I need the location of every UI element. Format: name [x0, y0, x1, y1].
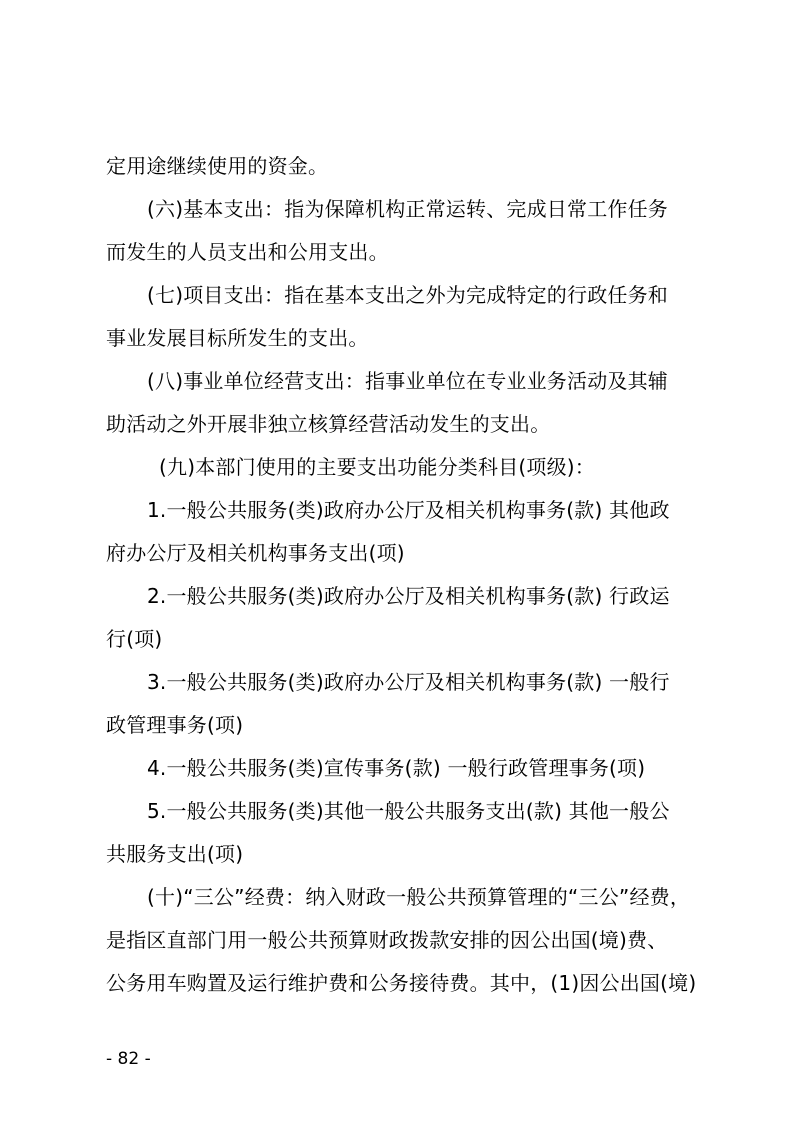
text-line: (九)本部门使用的主要支出功能分类科目(项级)：: [159, 455, 596, 479]
text-line: 助活动之外开展非独立核算经营活动发生的支出。: [106, 412, 551, 436]
text-line: 是指区直部门用一般公共预算财政拨款安排的因公出国(境)费、: [106, 928, 668, 952]
text-line: (七)项目支出：指在基本支出之外为完成特定的行政任务和: [147, 283, 669, 307]
text-line: 5.一般公共服务(类)其他一般公共服务支出(款) 其他一般公: [147, 799, 670, 823]
page-number: - 82 -: [106, 1049, 151, 1069]
text-line: 府办公厅及相关机构事务支出(项): [106, 541, 405, 565]
text-line: 公务用车购置及运行维护费和公务接待费。其中，(1)因公出国(境): [106, 971, 697, 995]
text-line: (六)基本支出：指为保障机构正常运转、完成日常工作任务: [147, 197, 669, 221]
text-line: 行(项): [106, 627, 163, 651]
text-line: 共服务支出(项): [106, 842, 244, 866]
text-line: 4.一般公共服务(类)宣传事务(款) 一般行政管理事务(项): [147, 756, 646, 780]
text-line: 而发生的人员支出和公用支出。: [106, 240, 389, 264]
text-line: 政管理事务(项): [106, 713, 244, 737]
text-line: 事业发展目标所发生的支出。: [106, 326, 369, 350]
text-line: (八)事业单位经营支出：指事业单位在专业业务活动及其辅: [147, 369, 669, 393]
text-line: 1.一般公共服务(类)政府办公厅及相关机构事务(款) 其他政: [147, 498, 670, 522]
text-line: 定用途继续使用的资金。: [106, 154, 329, 178]
text-line: (十)“三公”经费：纳入财政一般公共预算管理的“三公”经费，: [147, 885, 691, 909]
text-line: 3.一般公共服务(类)政府办公厅及相关机构事务(款) 一般行: [147, 670, 670, 694]
text-line: 2.一般公共服务(类)政府办公厅及相关机构事务(款) 行政运: [147, 584, 670, 608]
